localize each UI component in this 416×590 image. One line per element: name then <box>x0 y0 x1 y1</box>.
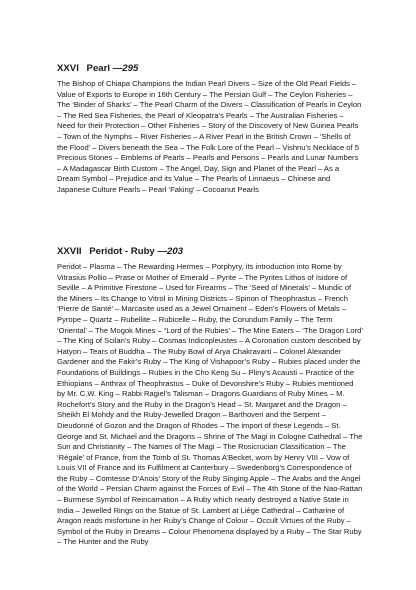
chapter-section-peridot-ruby <box>57 246 363 548</box>
chapter-page-number: 295 <box>122 63 139 74</box>
chapter-heading <box>57 63 363 75</box>
chapter-number: XXVI <box>57 63 79 74</box>
chapter-contents: The Bishop of Chiapa Champions the Indian Pearl Divers – Size of the Old Pearl Fields – Value of Exports to Europe in 16th Century – The Persian Gulf – The Ceylon Fisheries – The ‘Binder of Sharks’ – The Pearl Charm of the Divers – Classification of Pearls in Ceylon – The Red Sea Fisheries, the Pearl of Kleopatra’s Pearls – The Australian Fisheries – Need for their Protection – Other Fisheries – Story of the Discovery of New Guinea Pearls – Town of the Nymphs – River Fisheries – A River Pearl in the British Crown – ‘Shells of the Flood’ – Divers beneath the Sea – The Folk Lore of the Pearl – Vishnu’s Necklace of 5 Precious Stones – Emblems of Pearls – Pearls and Persons – Pearls and Lunar Numbers – A Madagascar Birth Custom – The Angel, Day, Sign and Planet of the Pearl – As a Dream Symbol – Prejudice and its Value – The Pearls of Linnaeus – Chinese and Japanese Culture Pearls – Pearl ‘Faking’ – Cocoanut Pearls <box>57 79 362 194</box>
chapter-dash: — <box>157 246 168 257</box>
chapter-number: XXVII <box>57 246 82 257</box>
chapter-title: Pearl <box>86 63 111 74</box>
chapter-page-number: 203 <box>167 246 184 257</box>
chapter-section-pearl <box>57 63 363 196</box>
chapter-contents: Peridot – Plasma – The Rewarding Hermes – Porphyry, its introduction into Rome by Vitrasius Pollio – Prase or Mother of Emerald – Pyrite – The Pyrites Lithos of Isidore of Seville – A Primitive Firestone – Used for Firearms – The ‘Seed of Minerals’ – Mundic of the Miners – Its Change to Vitrol in Mining Districts – Spinon of Theophrastus – French ‘Pierre de Santé’ – Marcasite used as a Jewel Ornament – Eden’s Flowers of Metals – Pyrope – Quartz – Rubellite – Rubicelle – Ruby, the Corundum Family – The Term ‘Oriental’ – The Mogok Mines – “Lord of the Rubies’ – The Mine Eaters – ‘The Dragon Lord’ – The King of Scilan’s Ruby – Cosmas Indicopleustes – A Coronation custom described by Hatyon – Tears of Buddha – The Ruby Bowl of Arya Chakravarti – Colonel Alexander Gardener and the Fakir’s Ruby – The King of Vishapoor’s Ruby – Rubies placed under the Foundations of Buildings – Rubies in the Cho Keng Su – Pliny’s Acausti – Practice of the Ethiopians – Anthrax of Theophrastus – Duke of Devonshire’s Ruby – Rubies mentioned by Mr. C.W. King – Rabbi Ragiel’s Talisman – Dragons Guardians of Ruby Mines – M. Rochefort’s Story and the Ruby in the Dragon’s Head – St. Margaret and the Dragon – Sheikh El Mohdy and the Ruby-Jewelled Dragon – Barthoveri and the Serpent – Dieudonné of Gozon and the Dragon of Rhodes – The import of these Legends – St. George and St. Michael and the Dragons – Shrine of The Magi in Cologne Cathedral – The Sun and Christianity – The Names of The Magi – The Rosicrucian Classification – The ‘Régale’ of France, from the Tomb of St. Thomas A’Becket, worn by Henry VIII – Vow of Louis VII of France and its Fulfilment at Canterbury – Swedenborg’s Correspondence of the Ruby – Comtesse D’Anois’ Story of the Ruby Singing Apple – The Arabs and the Angel of the World – Persian Charm against the Forces of Evil – The 4th Stone of the Nao-Rattan – Burmese Symbol of Reincarnation – A Ruby which nearly destroyed a Native State in India – Jewelled Rings on the Statue of St. Lambert at Liège Cathedral – Catharine of Aragon reads misfortune in her Ruby’s Change of Colour – Occult Virtues of the Ruby – Symbol of the Ruby in Dreams – Colour Phenomena displayed by a Ruby – The Star Ruby – The Hunter and the Ruby <box>57 262 363 547</box>
chapter-title: Peridot - Ruby <box>89 246 155 257</box>
chapter-dash: — <box>112 63 123 74</box>
chapter-heading <box>57 246 363 258</box>
